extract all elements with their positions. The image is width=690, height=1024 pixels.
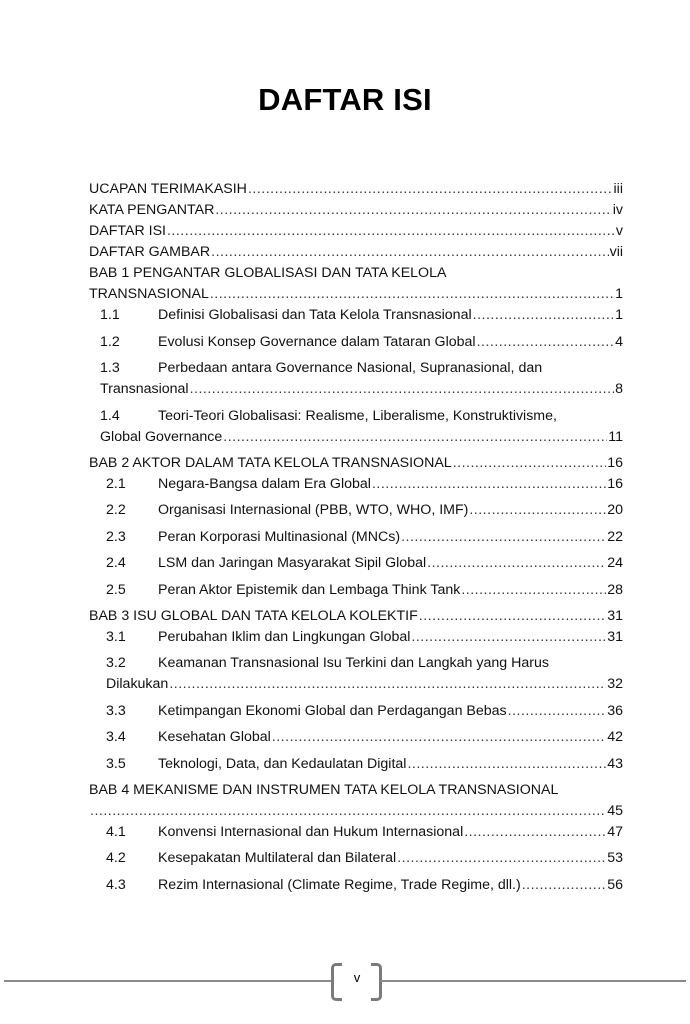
page-footer (0, 960, 690, 1000)
toc-entry-label: UCAPAN TERIMAKASIH (89, 181, 247, 197)
toc-entry-daftar-isi[interactable] (89, 221, 623, 242)
toc-entry-3-3[interactable] (106, 701, 623, 722)
table-of-contents (89, 179, 623, 896)
toc-entry-2-3[interactable] (106, 527, 623, 548)
dot-leader (453, 453, 607, 474)
toc-entry-page: 20 (607, 502, 623, 518)
dot-leader (469, 500, 606, 521)
toc-entry-4-3[interactable] (106, 875, 623, 896)
dot-leader (190, 379, 615, 400)
toc-entry-page: 16 (607, 475, 623, 492)
section-title: Ketimpangan Ekonomi Global dan Perdagangan Bebas (158, 702, 507, 719)
toc-entry-page: 32 (607, 676, 623, 692)
section-number: 1.4 (100, 407, 120, 424)
toc-entry-3-5[interactable] (106, 754, 623, 775)
section-number: 4.1 (106, 823, 126, 840)
toc-entry-label: DAFTAR GAMBAR (89, 244, 211, 260)
section-title: Teknologi, Data, dan Kedaulatan Digital (158, 755, 407, 772)
dot-leader (419, 606, 606, 627)
toc-entry-2-5[interactable] (106, 580, 623, 601)
toc-entry-page: 31 (607, 607, 623, 624)
toc-entry-label: BAB 3 ISU GLOBAL DAN TATA KELOLA KOLEKTIF (89, 607, 418, 624)
toc-entry-page: 1 (615, 307, 623, 323)
toc-entry-1-2[interactable] (100, 332, 623, 353)
section-title: Organisasi Internasional (PBB, WTO, WHO, IMF) (158, 502, 469, 518)
toc-entry-page: 42 (607, 729, 623, 745)
toc-entry-2-1[interactable] (106, 474, 623, 495)
dot-leader (407, 754, 606, 775)
toc-entry-label: DAFTAR ISI (89, 223, 166, 239)
section-title: Peran Korporasi Multinasional (MNCs) (158, 528, 401, 545)
toc-entry-page: 28 (607, 581, 623, 598)
dot-leader (473, 305, 614, 326)
toc-entry-bab-1[interactable] (89, 263, 623, 305)
section-number: 1.3 (100, 360, 120, 376)
section-number: 3.4 (106, 729, 126, 745)
section-title-cont: Dilakukan (106, 676, 169, 692)
dot-leader (427, 553, 606, 574)
section-number: 1.1 (100, 307, 120, 323)
toc-entry-page: iv (612, 202, 623, 218)
toc-entry-page: 1 (615, 286, 623, 302)
dot-leader (169, 674, 606, 695)
toc-entry-2-2[interactable] (106, 500, 623, 521)
toc-entry-page: v (615, 223, 623, 239)
toc-entry-page: 53 (607, 850, 623, 866)
dot-leader (215, 200, 611, 221)
toc-entry-label: KATA PENGANTAR (89, 202, 215, 218)
footer-rule-right (380, 980, 686, 982)
toc-entry-page: 22 (607, 528, 623, 545)
toc-entry-kata-pengantar[interactable] (89, 200, 623, 221)
left-brace-icon (331, 963, 342, 1001)
toc-entry-page: vii (609, 244, 623, 260)
dot-leader (508, 701, 607, 722)
toc-entry-page: 24 (607, 555, 623, 571)
section-title: Teori-Teori Globalisasi: Realisme, Liberalisme, Konstruktivisme, (158, 407, 557, 424)
toc-entry-page: 47 (607, 823, 623, 840)
toc-entry-bab-3[interactable] (89, 606, 623, 627)
chapter-1 (89, 263, 623, 448)
toc-entry-label-cont: TRANSNASIONAL (89, 286, 209, 302)
section-number: 2.5 (106, 581, 126, 598)
toc-entry-page: 31 (607, 628, 623, 645)
dot-leader (272, 727, 606, 748)
section-title: Rezim Internasional (Climate Regime, Trade Regime, dll.) (158, 876, 521, 893)
chapter-3 (89, 606, 623, 775)
toc-entry-ucapan-terimakasih[interactable] (89, 179, 623, 200)
dot-leader (461, 580, 606, 601)
section-number: 3.2 (106, 655, 126, 671)
section-title-cont: Transnasional (100, 381, 189, 397)
section-title: Konvensi Internasional dan Hukum Internasional (158, 823, 464, 840)
dot-leader (397, 848, 606, 869)
section-number: 4.2 (106, 850, 126, 866)
footer-page-number: v (353, 970, 361, 985)
toc-entry-bab-4[interactable] (89, 780, 623, 822)
section-number: 1.2 (100, 333, 120, 350)
toc-entry-page: 16 (607, 454, 623, 471)
toc-entry-3-1[interactable] (106, 627, 623, 648)
section-number: 4.3 (106, 876, 126, 893)
page-title: DAFTAR ISI (258, 82, 432, 117)
section-number: 2.2 (106, 502, 126, 518)
toc-entry-label: BAB 1 PENGANTAR GLOBALISASI DAN TATA KELOLA (89, 265, 447, 281)
toc-entry-1-3[interactable] (100, 358, 623, 400)
toc-entry-page: 36 (607, 702, 623, 719)
section-number: 3.3 (106, 702, 126, 719)
dot-leader (522, 875, 607, 896)
section-title: Negara-Bangsa dalam Era Global (158, 475, 371, 492)
dot-leader (210, 284, 614, 305)
section-number: 3.5 (106, 755, 126, 772)
toc-entry-4-1[interactable] (106, 822, 623, 843)
section-title: Perbedaan antara Governance Nasional, Supranasional, dan (158, 360, 543, 376)
chapter-2 (89, 453, 623, 601)
toc-entry-bab-2[interactable] (89, 453, 623, 474)
toc-entry-label: BAB 4 MEKANISME DAN INSTRUMEN TATA KELOLA TRANSNASIONAL (89, 781, 559, 798)
dot-leader (401, 527, 606, 548)
section-title: Definisi Globalisasi dan Tata Kelola Transnasional (158, 307, 472, 323)
section-title: Perubahan Iklim dan Lingkungan Global (158, 628, 411, 645)
toc-entry-page: 43 (607, 755, 623, 772)
section-title: LSM dan Jaringan Masyarakat Sipil Global (158, 555, 427, 571)
dot-leader (211, 242, 608, 263)
toc-entry-page: iii (613, 181, 623, 197)
section-number: 3.1 (106, 628, 126, 645)
dot-leader (372, 474, 606, 495)
section-title: Kesehatan Global (158, 729, 271, 745)
section-number: 2.3 (106, 528, 126, 545)
dot-leader (248, 179, 613, 200)
section-number: 2.4 (106, 555, 126, 571)
toc-entry-daftar-gambar[interactable] (89, 242, 623, 263)
footer-rule-left (4, 980, 334, 982)
toc-entry-page: 4 (615, 333, 623, 350)
dot-leader (167, 221, 615, 242)
dot-leader (90, 801, 606, 822)
toc-entry-1-4[interactable] (100, 406, 623, 448)
dot-leader (464, 822, 606, 843)
toc-entry-label: BAB 2 AKTOR DALAM TATA KELOLA TRANSNASIONAL (89, 454, 452, 471)
chapter-4 (89, 780, 623, 896)
dot-leader (223, 427, 607, 448)
section-title: Keamanan Transnasional Isu Terkini dan Langkah yang Harus (158, 655, 549, 671)
toc-entry-page: 11 (608, 428, 623, 445)
section-title: Evolusi Konsep Governance dalam Tataran Global (158, 333, 476, 350)
dot-leader (411, 627, 606, 648)
toc-entry-3-2[interactable] (106, 653, 623, 695)
section-title: Peran Aktor Epistemik dan Lembaga Think Tank (158, 581, 461, 598)
toc-entry-page: 8 (615, 381, 623, 397)
right-brace-icon (371, 963, 382, 1001)
toc-entry-4-2[interactable] (106, 848, 623, 869)
toc-entry-1-1[interactable] (100, 305, 623, 326)
toc-entry-page: 45 (607, 802, 623, 819)
section-number: 2.1 (106, 475, 126, 492)
dot-leader (477, 332, 615, 353)
section-title: Kesepakatan Multilateral dan Bilateral (158, 850, 397, 866)
toc-entry-2-4[interactable] (106, 553, 623, 574)
section-title-cont: Global Governance (100, 428, 223, 445)
toc-entry-3-4[interactable] (106, 727, 623, 748)
toc-entry-page: 56 (607, 876, 623, 893)
